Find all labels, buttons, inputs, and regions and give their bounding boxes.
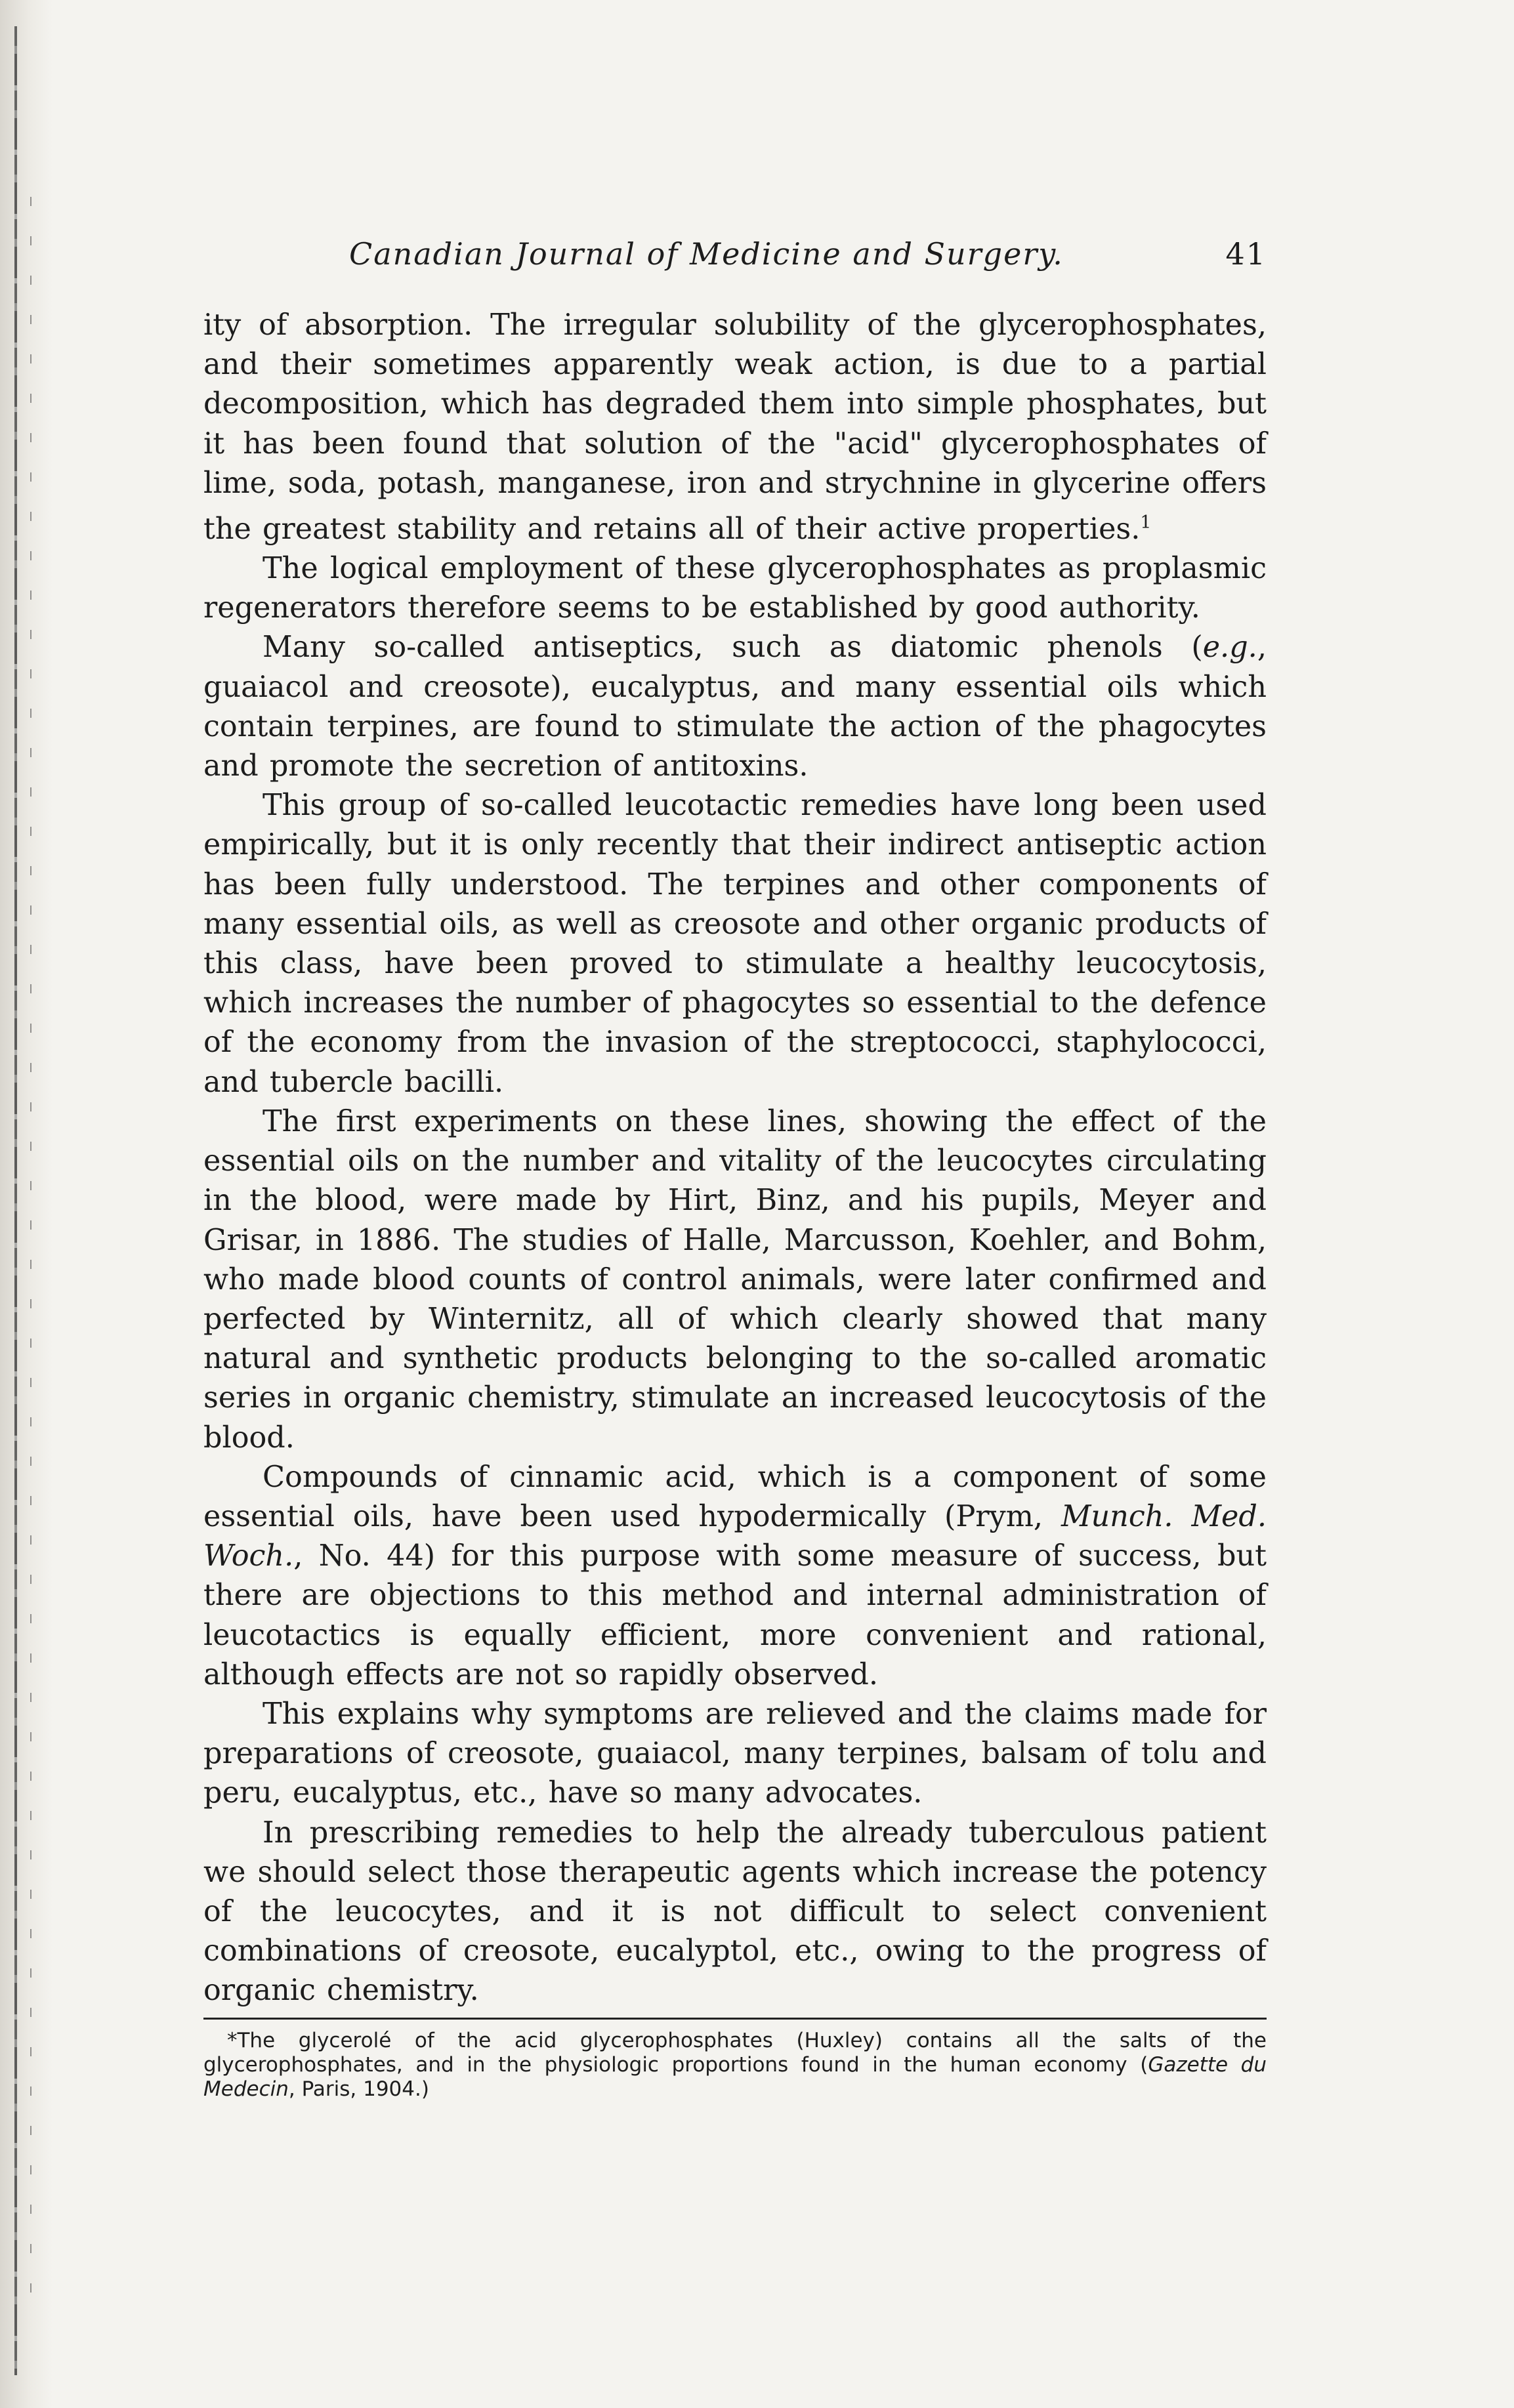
footnote-text-b: , Paris, 1904.) [288, 2077, 429, 2101]
footnote-rule [203, 2018, 1267, 2020]
paragraph-7: This explains why symptoms are relieved and the claims made for preparations of creosote, guaiacol, many terpines, balsam of tolu and peru, eucalyptus, etc., have so many advocates. [203, 1697, 1267, 1810]
paragraph-2: The logical employment of these glycerophosphates as proplasmic regenerators therefore seems to be established by good authority. [203, 552, 1267, 625]
paragraph-6 [203, 1458, 1267, 1695]
footnote-text-a: *The glycerolé of the acid glycerophosphates (Huxley) contains all the salts of the glycerophosphates, and in the physiologic proportions found in the human economy ( [203, 2028, 1267, 2077]
paragraph-6-text-b: , No. 44) for this purpose with some measure of success, but there are objections to this method and internal administration of leucotactics is equally efficient, more convenient and rational, although effects are not so rapidly observed. [203, 1539, 1267, 1692]
book-binding-edge [0, 0, 53, 2408]
paragraph-1-text: ity of absorption. The irregular solubility of the glycerophosphates, and their sometimes apparently weak action, is due to a partial decomposition, which has degraded them into simple phosphates, but it has been found that solution of the "acid" glycerophosphates of lime, soda, potash, manganese, iron and strychnine in glycerine offers the greatest stability and retains all of their active properties. [203, 308, 1267, 546]
running-title: Canadian Journal of Medicine and Surgery. [349, 236, 1064, 272]
paragraph-6-text-a: Compounds of cinnamic acid, which is a component of some essential oils, have been used hypodermically (Prym, [203, 1460, 1267, 1533]
paragraph-5: The first experiments on these lines, showing the effect of the essential oils on the number and vitality of the leucocytes circulating in the blood, were made by Hirt, Binz, and his pupils, Meyer and Grisar, in 1886. The studies of Halle, Marcusson, Koehler, and Bohm, who made blood counts of control animals, were later confirmed and perfected by Winternitz, all of which clearly showed that many natural and synthetic products belonging to the so-called aromatic series in organic chemistry, stimulate an increased leucocytosis of the blood. [203, 1104, 1267, 1455]
paragraph-3-italic: e.g. [1202, 631, 1257, 665]
page-number: 41 [1225, 236, 1267, 272]
footnote-reference: 1 [1140, 512, 1152, 533]
paragraph-3-text-a: Many so-called antiseptics, such as diatomic phenols ( [263, 631, 1203, 665]
paragraph-6-italic: Munch. Med. Woch. [203, 1499, 1267, 1573]
running-head [203, 236, 1267, 282]
binding-shadow [30, 197, 32, 2296]
footnote [203, 2029, 1267, 2102]
paragraph-1 [203, 306, 1267, 549]
footnote-italic: Gazette du Medecin [203, 2052, 1267, 2101]
journal-page [203, 236, 1267, 2102]
paragraph-8: In prescribing remedies to help the already tuberculous patient we should select those therapeutic agents which increase the potency of the leucocytes, and it is not difficult to select convenient combinations of creosote, eucalyptol, etc., owing to the progress of organic chemistry. [203, 1816, 1267, 2008]
paragraph-4: This group of so-called leucotactic remedies have long been used empirically, but it is only recently that their indirect antiseptic action has been fully understood. The terpines and other components of many essential oils, as well as creosote and other organic products of this class, have been proved to stimulate a healthy leucocytosis, which increases the number of phagocytes so essential to the defence of the economy from the invasion of the streptococci, staphylococci, and tubercle bacilli. [203, 789, 1267, 1099]
paragraph-3 [203, 628, 1267, 786]
binding-stitching [14, 26, 17, 2375]
paragraph-3-text-b: , guaiacol and creosote), eucalyptus, and many essential oils which contain terpines, are found to stimulate the action of the phagocytes and promote the secretion of antitoxins. [203, 631, 1267, 783]
